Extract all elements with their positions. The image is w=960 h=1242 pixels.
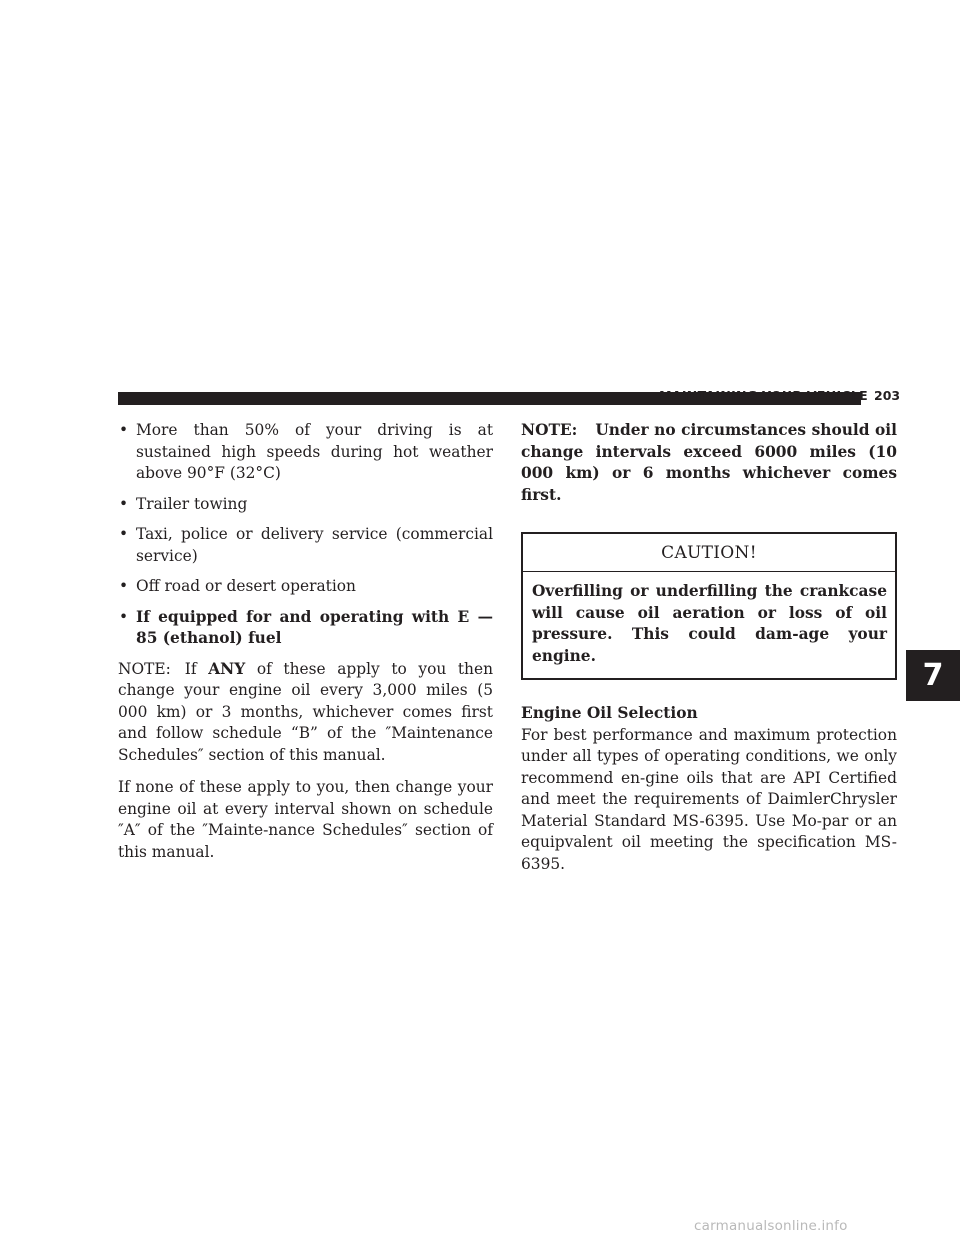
watermark: carmanualsonline.info bbox=[694, 1218, 848, 1234]
list-item bbox=[118, 494, 493, 516]
bullet-icon: • bbox=[119, 607, 129, 626]
note-text: of these apply to you then change your engine oil every 3,000 miles (5 000 km) or 3 months, whichever comes first and follow schedule “B” of the ″Maintenance Schedules″ section of this manual. bbox=[118, 659, 493, 764]
list-item-text: More than 50% of your driving is at sustained high speeds during hot weather above 90°F (32°C) bbox=[136, 421, 493, 482]
list-item bbox=[118, 576, 493, 598]
bullet-icon: • bbox=[119, 525, 129, 543]
interval-limit-note bbox=[521, 420, 897, 506]
list-item bbox=[118, 524, 493, 567]
bullet-icon: • bbox=[119, 421, 129, 439]
list-item-text: Off road or desert operation bbox=[136, 577, 356, 595]
list-item bbox=[118, 420, 493, 485]
section-body: For best performance and maximum protection under all types of operating conditions, we only recommend en-gine oils that are API Certified and meet the requirements of DaimlerChrysler Material Standard MS-6395. Use Mo-par or an equipvalent oil meeting the specification MS-6395. bbox=[521, 725, 897, 873]
caution-box bbox=[521, 532, 897, 680]
note-emphasis: ANY bbox=[208, 659, 246, 678]
caution-body: Overfilling or underfilling the crankcase will cause oil aeration or loss of oil pressure. This could dam-age your engine. bbox=[532, 582, 887, 665]
list-item-text: If equipped for and operating with E —85 (ethanol) fuel bbox=[136, 607, 493, 647]
default-interval-paragraph: If none of these apply to you, then change your engine oil at every interval shown on schedule ″A″ of the ″Mainte-nance Schedules″ section of this manual. bbox=[118, 778, 493, 861]
chapter-tab: 7 bbox=[906, 650, 960, 701]
note-text: Under no circumstances should oil change intervals exceed 6000 miles (10 000 km) or 6 months whichever comes first. bbox=[521, 421, 897, 504]
section-heading: Engine Oil Selection bbox=[521, 704, 698, 722]
caution-title: CAUTION! bbox=[661, 543, 757, 563]
right-column bbox=[521, 420, 897, 875]
bullet-icon: • bbox=[119, 577, 129, 595]
page-number: 203 bbox=[874, 388, 901, 403]
oil-change-note bbox=[118, 659, 493, 767]
left-column bbox=[118, 420, 493, 863]
running-header-title: MAINTAINING YOUR VEHICLE bbox=[659, 388, 868, 403]
note-pre: If bbox=[184, 659, 197, 678]
note-label: NOTE: bbox=[118, 659, 171, 678]
list-item bbox=[118, 607, 493, 650]
condition-list bbox=[118, 420, 493, 650]
note-label: NOTE: bbox=[521, 421, 578, 439]
list-item-text: Taxi, police or delivery service (commercial service) bbox=[136, 525, 493, 565]
bullet-icon: • bbox=[119, 494, 129, 513]
list-item-text: Trailer towing bbox=[136, 494, 248, 513]
